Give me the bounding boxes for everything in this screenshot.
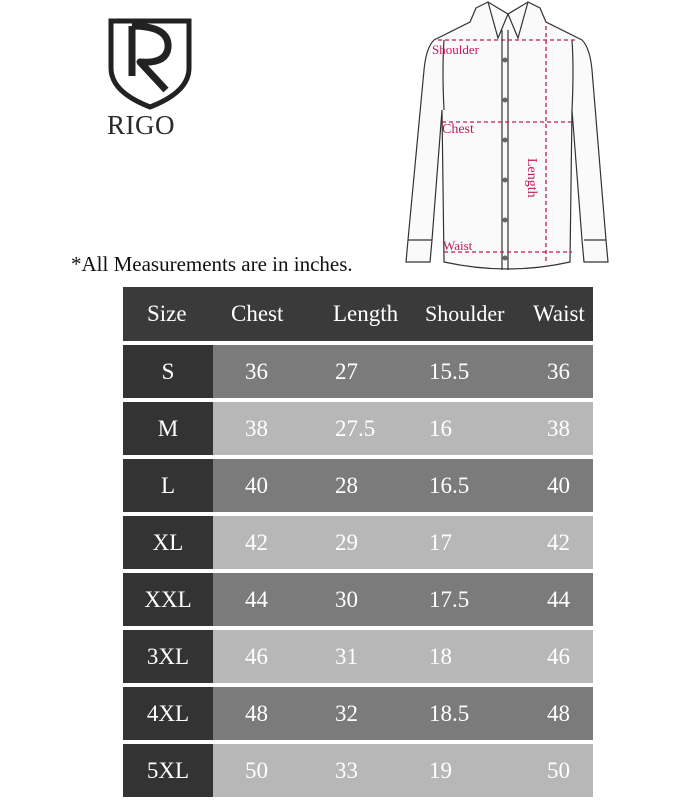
chest-cell: 36	[213, 345, 333, 398]
header-waist: Waist	[533, 301, 585, 326]
waist-cell: 48	[533, 687, 593, 740]
table-row	[123, 744, 593, 797]
diagram-label-waist: Waist	[443, 238, 473, 253]
waist-cell: 44	[533, 573, 593, 626]
length-cell: 28	[333, 459, 425, 512]
table-row	[123, 402, 593, 455]
table-row	[123, 687, 593, 740]
shoulder-cell: 17.5	[425, 573, 533, 626]
size-cell: M	[123, 402, 213, 455]
brand-name: RIGO	[107, 110, 175, 140]
shoulder-cell: 18.5	[425, 687, 533, 740]
measurement-note: *All Measurements are in inches.	[71, 252, 353, 276]
header-length: Length	[333, 301, 399, 326]
chest-cell: 46	[213, 630, 333, 683]
diagram-label-chest: Chest	[442, 122, 474, 137]
rigo-shield-icon	[108, 18, 192, 110]
size-cell: 3XL	[123, 630, 213, 683]
length-cell: 30	[333, 573, 425, 626]
waist-cell: 42	[533, 516, 593, 569]
table-row	[123, 516, 593, 569]
chest-cell: 48	[213, 687, 333, 740]
size-cell: XXL	[123, 573, 213, 626]
shoulder-cell: 15.5	[425, 345, 533, 398]
table-header-row	[123, 287, 593, 341]
waist-cell: 38	[533, 402, 593, 455]
header-chest: Chest	[231, 301, 284, 326]
length-cell: 27	[333, 345, 425, 398]
table-row	[123, 459, 593, 512]
chest-cell: 50	[213, 744, 333, 797]
chest-cell: 44	[213, 573, 333, 626]
diagram-label-length: Length	[524, 158, 539, 198]
shoulder-cell: 16.5	[425, 459, 533, 512]
size-cell: XL	[123, 516, 213, 569]
shoulder-cell: 18	[425, 630, 533, 683]
shoulder-cell: 17	[425, 516, 533, 569]
table-row	[123, 573, 593, 626]
size-cell: 4XL	[123, 687, 213, 740]
shoulder-cell: 19	[425, 744, 533, 797]
size-cell: S	[123, 345, 213, 398]
header-size: Size	[147, 301, 187, 326]
size-cell: 5XL	[123, 744, 213, 797]
diagram-label-shoulder: Shoulder	[432, 42, 479, 57]
waist-cell: 40	[533, 459, 593, 512]
size-cell: L	[123, 459, 213, 512]
chest-cell: 38	[213, 402, 333, 455]
table-row	[123, 630, 593, 683]
waist-cell: 36	[533, 345, 593, 398]
waist-cell: 46	[533, 630, 593, 683]
table-row	[123, 345, 593, 398]
header-shoulder: Shoulder	[425, 301, 505, 326]
length-cell: 27.5	[333, 402, 425, 455]
length-cell: 32	[333, 687, 425, 740]
waist-cell: 50	[533, 744, 593, 797]
chest-cell: 40	[213, 459, 333, 512]
shoulder-cell: 16	[425, 402, 533, 455]
size-chart-table	[123, 283, 593, 801]
length-cell: 33	[333, 744, 425, 797]
chest-cell: 42	[213, 516, 333, 569]
shirt-measurement-diagram	[396, 0, 626, 280]
length-cell: 29	[333, 516, 425, 569]
length-cell: 31	[333, 630, 425, 683]
